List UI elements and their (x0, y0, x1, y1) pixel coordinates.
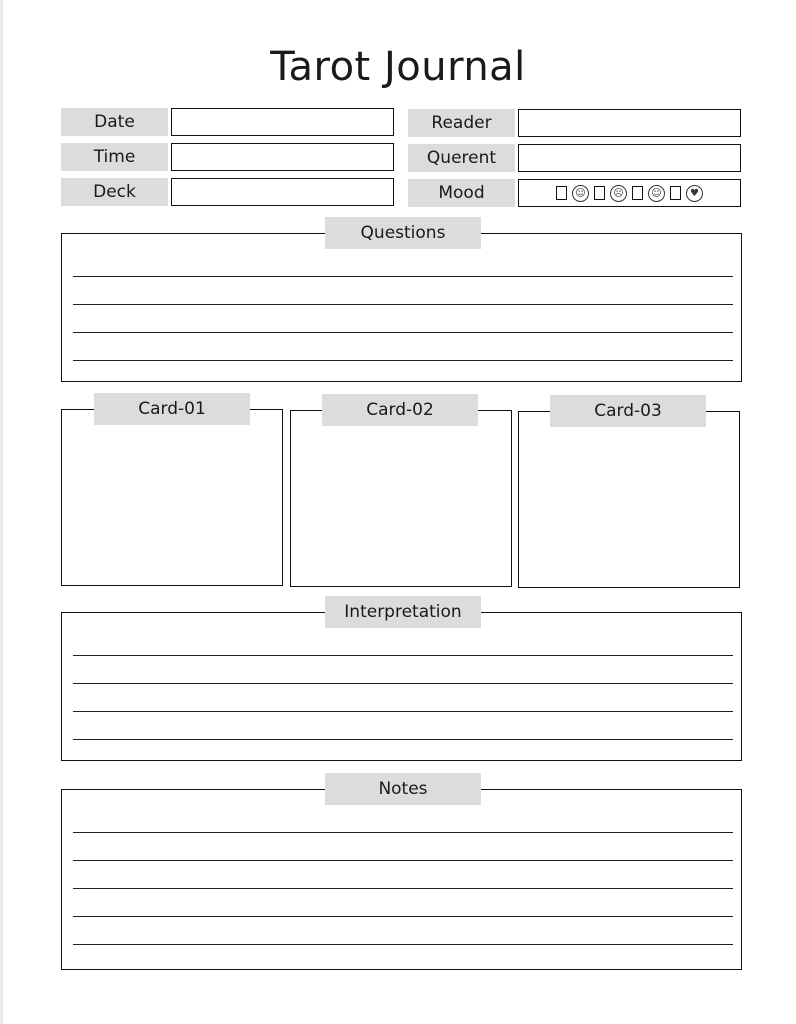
notes-line[interactable] (73, 944, 733, 945)
smile-icon: ☺ (572, 185, 589, 202)
mood-checkbox-1[interactable] (556, 186, 567, 200)
querent-label: Querent (408, 144, 515, 172)
wink-icon: ☺ (648, 185, 665, 202)
page-title: Tarot Journal (270, 44, 526, 90)
mood-checkbox-4[interactable] (670, 186, 681, 200)
card-01-label: Card-01 (94, 393, 250, 425)
interpretation-line[interactable] (73, 711, 733, 712)
card-01-box[interactable] (61, 409, 283, 586)
time-field[interactable] (171, 143, 394, 171)
questions-line[interactable] (73, 276, 733, 277)
interpretation-line[interactable] (73, 739, 733, 740)
interpretation-label: Interpretation (325, 596, 481, 628)
mood-label: Mood (408, 179, 515, 207)
card-03-box[interactable] (518, 411, 740, 588)
deck-field[interactable] (171, 178, 394, 206)
card-02-label: Card-02 (322, 394, 478, 426)
frown-icon: ☹ (610, 185, 627, 202)
heart-eyes-icon: ♥ (686, 185, 703, 202)
notes-line[interactable] (73, 916, 733, 917)
date-label: Date (61, 108, 168, 136)
notes-box (61, 789, 742, 970)
card-02-box[interactable] (290, 410, 512, 587)
page-edge (0, 0, 3, 1024)
card-03-label: Card-03 (550, 395, 706, 427)
interpretation-line[interactable] (73, 683, 733, 684)
querent-field[interactable] (518, 144, 741, 172)
date-field[interactable] (171, 108, 394, 136)
mood-checkbox-3[interactable] (632, 186, 643, 200)
notes-line[interactable] (73, 832, 733, 833)
notes-label: Notes (325, 773, 481, 805)
mood-checkbox-2[interactable] (594, 186, 605, 200)
questions-line[interactable] (73, 360, 733, 361)
questions-label: Questions (325, 217, 481, 249)
reader-label: Reader (408, 109, 515, 137)
interpretation-line[interactable] (73, 655, 733, 656)
mood-selector[interactable] (518, 179, 741, 207)
questions-line[interactable] (73, 304, 733, 305)
notes-line[interactable] (73, 860, 733, 861)
reader-field[interactable] (518, 109, 741, 137)
notes-line[interactable] (73, 888, 733, 889)
deck-label: Deck (61, 178, 168, 206)
time-label: Time (61, 143, 168, 171)
questions-line[interactable] (73, 332, 733, 333)
